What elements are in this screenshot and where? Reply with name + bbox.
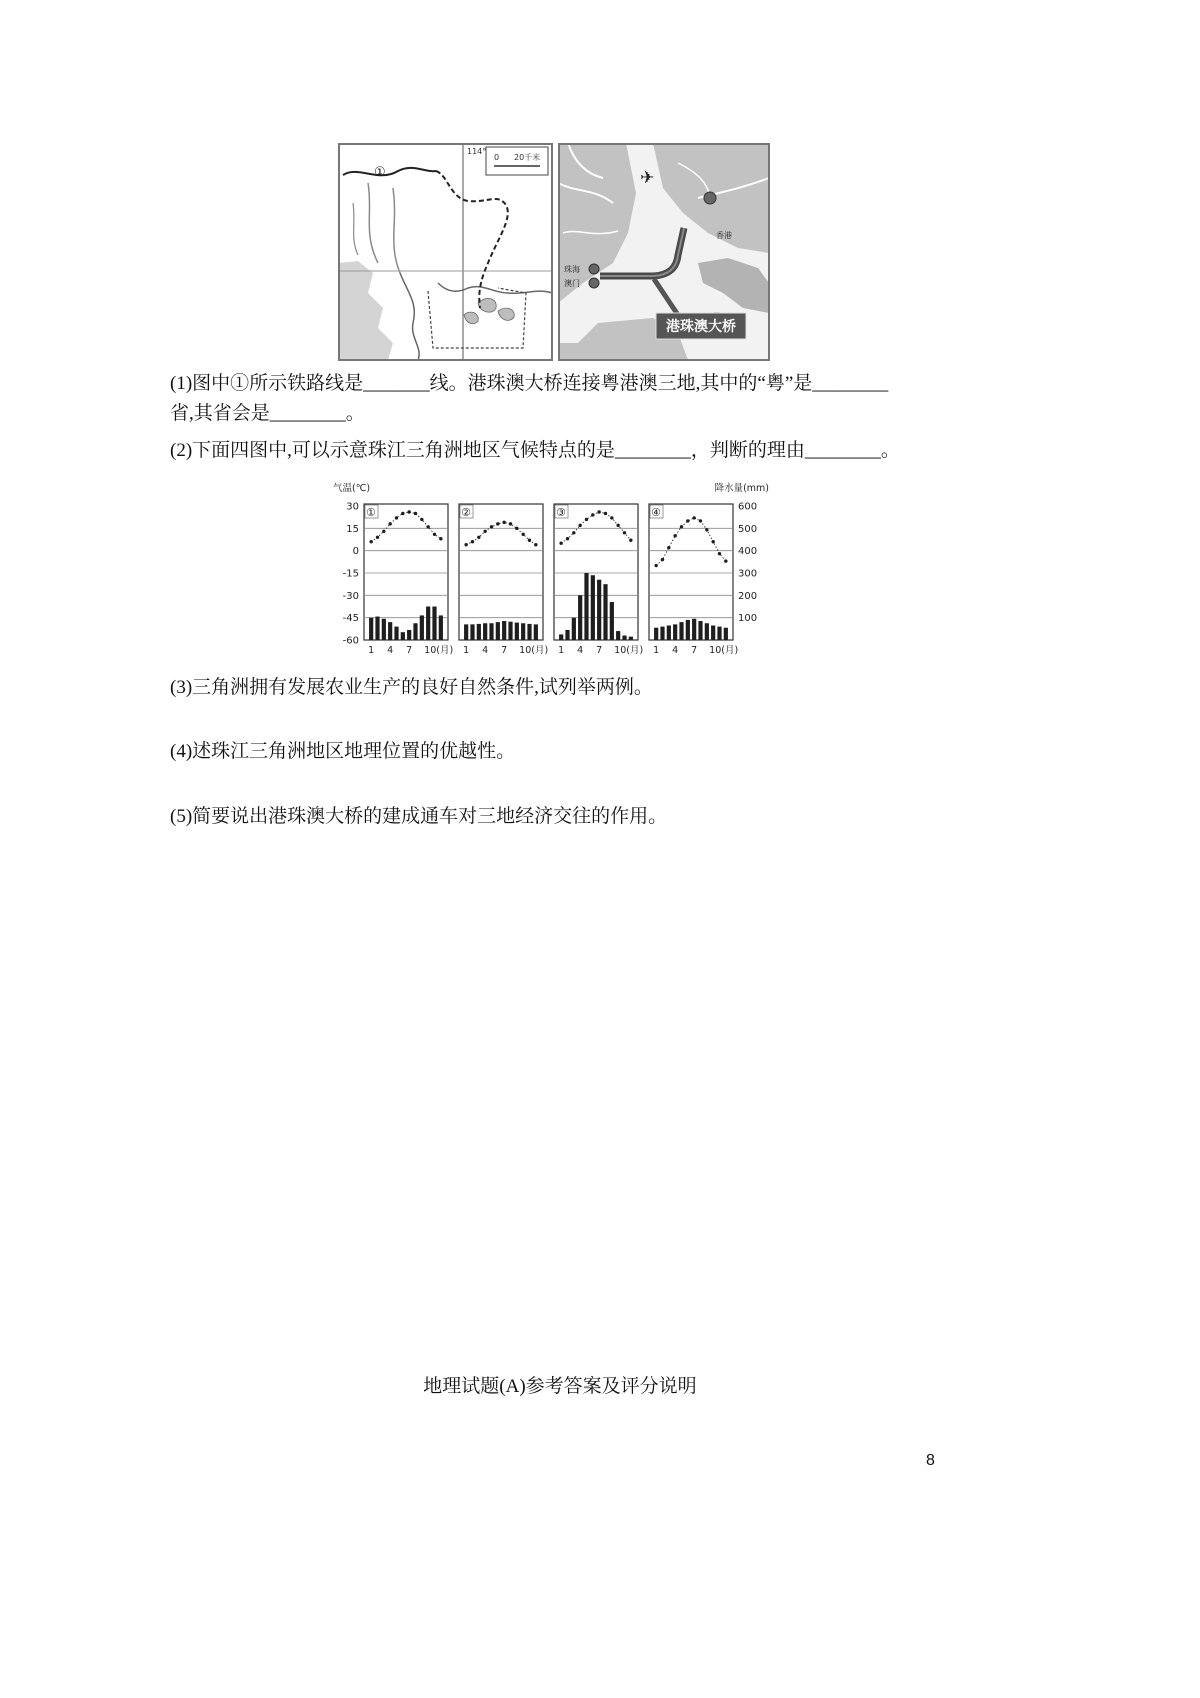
temperature-point bbox=[477, 536, 480, 539]
precipitation-bar bbox=[591, 575, 595, 640]
x-tick-label: 1 bbox=[463, 645, 470, 656]
left-axis-title: 气温(℃) bbox=[333, 483, 371, 494]
right-axis-title: 降水量(mm) bbox=[714, 483, 769, 494]
precipitation-bar bbox=[717, 627, 721, 640]
temperature-point bbox=[591, 513, 594, 516]
precipitation-bar bbox=[597, 580, 601, 640]
temperature-point bbox=[673, 534, 676, 537]
temperature-point bbox=[661, 558, 664, 561]
bridge-map-panel bbox=[558, 143, 769, 360]
temperature-point bbox=[401, 512, 404, 515]
temperature-point bbox=[509, 522, 512, 525]
x-tick-label: 7 bbox=[596, 645, 603, 656]
x-tick-label: 7 bbox=[691, 645, 698, 656]
precipitation-bar bbox=[527, 624, 531, 640]
question-5: (5)简要说出港珠澳大桥的建成通车对三地经济交往的作用。 bbox=[170, 806, 668, 827]
precipitation-bar bbox=[578, 595, 582, 640]
question-1-line-1: (1)图中①所示铁路线是_______线。港珠澳大桥连接粤港澳三地,其中的“粤”是________ bbox=[170, 373, 889, 394]
chart-panel-frame bbox=[554, 504, 638, 640]
question-1-line-2: 省,其省会是________。 bbox=[170, 403, 365, 424]
scale-distance-label: 20千米 bbox=[514, 153, 541, 162]
precipitation-bar bbox=[489, 623, 493, 640]
macau-label: 澳门 bbox=[564, 279, 580, 288]
precipitation-bar bbox=[401, 632, 405, 640]
right-tick-label: 500 bbox=[738, 523, 758, 535]
city-marker bbox=[704, 192, 716, 204]
precipitation-bar bbox=[660, 627, 664, 640]
precipitation-bar bbox=[407, 630, 411, 640]
temperature-point bbox=[711, 540, 714, 543]
temperature-point bbox=[376, 536, 379, 539]
panel-label: ③ bbox=[556, 506, 566, 519]
precipitation-bar bbox=[584, 573, 588, 640]
temperature-point bbox=[388, 522, 391, 525]
railway-number-label: ① bbox=[374, 165, 386, 180]
precipitation-bar bbox=[426, 607, 430, 641]
x-tick-label: 4 bbox=[482, 645, 489, 656]
temperature-point bbox=[667, 546, 670, 549]
temperature-point bbox=[572, 531, 575, 534]
zhuhai-marker bbox=[589, 264, 599, 274]
temperature-point bbox=[559, 542, 562, 545]
temperature-point bbox=[724, 559, 727, 562]
macau-marker bbox=[589, 278, 599, 288]
temperature-point bbox=[718, 552, 721, 555]
temperature-point bbox=[471, 540, 474, 543]
left-tick-label: -30 bbox=[342, 590, 359, 602]
left-tick-label: 30 bbox=[346, 501, 359, 513]
temperature-point bbox=[680, 525, 683, 528]
climate-charts bbox=[331, 478, 771, 662]
left-tick-label: 15 bbox=[346, 523, 359, 535]
precipitation-bar bbox=[413, 623, 417, 640]
pearl-river-delta-map bbox=[338, 143, 770, 361]
x-tick-label: 1 bbox=[558, 645, 565, 656]
precipitation-bar bbox=[654, 628, 658, 640]
temperature-point bbox=[515, 527, 518, 530]
precipitation-bar bbox=[572, 618, 576, 640]
precipitation-bar bbox=[521, 623, 525, 640]
x-tick-label: 4 bbox=[387, 645, 394, 656]
precipitation-bar bbox=[388, 622, 392, 640]
temperature-point bbox=[490, 525, 493, 528]
airport-icon: ✈ bbox=[640, 168, 655, 188]
temperature-point bbox=[420, 518, 423, 521]
temperature-point bbox=[610, 516, 613, 519]
temperature-point bbox=[528, 539, 531, 542]
precipitation-bar bbox=[711, 625, 715, 640]
temperature-point bbox=[585, 518, 588, 521]
scale-zero-label: 0 bbox=[494, 153, 500, 162]
temperature-point bbox=[521, 533, 524, 536]
temperature-point bbox=[382, 530, 385, 533]
hongkong-label: 香港 bbox=[716, 231, 732, 240]
precipitation-bar bbox=[603, 584, 607, 640]
precipitation-bar bbox=[724, 628, 728, 640]
temperature-point bbox=[433, 533, 436, 536]
x-tick-label: 7 bbox=[501, 645, 508, 656]
temperature-point bbox=[654, 564, 657, 567]
temperature-point bbox=[566, 537, 569, 540]
x-tick-label: 1 bbox=[368, 645, 375, 656]
precipitation-bar bbox=[705, 623, 709, 640]
bridge-label: 港珠澳大桥 bbox=[666, 319, 736, 335]
precipitation-bar bbox=[692, 619, 696, 640]
precipitation-bar bbox=[515, 623, 519, 640]
x-tick-label: 1 bbox=[653, 645, 660, 656]
temperature-point bbox=[439, 537, 442, 540]
temperature-point bbox=[369, 540, 372, 543]
temperature-point bbox=[623, 531, 626, 534]
precipitation-bar bbox=[439, 615, 443, 640]
precipitation-bar bbox=[673, 624, 677, 640]
meridian-label: 114° bbox=[467, 147, 487, 156]
precipitation-bar bbox=[679, 622, 683, 640]
temperature-point bbox=[578, 524, 581, 527]
x-tick-label: 10(月) bbox=[519, 645, 549, 656]
question-2: (2)下面四图中,可以示意珠江三角洲地区气候特点的是________，判断的理由________。 bbox=[170, 440, 900, 461]
temperature-point bbox=[597, 510, 600, 513]
temperature-point bbox=[629, 539, 632, 542]
temperature-point bbox=[496, 522, 499, 525]
precipitation-bar bbox=[508, 622, 512, 640]
x-tick-label: 7 bbox=[406, 645, 413, 656]
panel-label: ④ bbox=[651, 506, 661, 519]
right-tick-label: 100 bbox=[738, 613, 758, 625]
precipitation-bar bbox=[559, 634, 563, 640]
precipitation-bar bbox=[432, 607, 436, 641]
precipitation-bar bbox=[382, 619, 386, 640]
zhuhai-label: 珠海 bbox=[564, 265, 580, 274]
precipitation-bar bbox=[629, 637, 633, 640]
temperature-point bbox=[407, 510, 410, 513]
precipitation-bar bbox=[420, 615, 424, 640]
temperature-point bbox=[414, 512, 417, 515]
temperature-point bbox=[483, 530, 486, 533]
precipitation-bar bbox=[686, 620, 690, 640]
temperature-point bbox=[426, 525, 429, 528]
temperature-point bbox=[395, 516, 398, 519]
precipitation-bar bbox=[698, 621, 702, 640]
precipitation-bar bbox=[369, 618, 373, 640]
x-tick-label: 4 bbox=[672, 645, 679, 656]
temperature-point bbox=[604, 512, 607, 515]
precipitation-bar bbox=[477, 624, 481, 640]
precipitation-bar bbox=[616, 631, 620, 640]
precipitation-bar bbox=[610, 602, 614, 640]
railway-map-panel bbox=[338, 143, 552, 360]
answer-key-title: 地理试题(A)参考答案及评分说明 bbox=[423, 1376, 697, 1397]
precipitation-bar bbox=[534, 624, 538, 640]
x-tick-label: 10(月) bbox=[424, 645, 454, 656]
left-tick-label: -45 bbox=[342, 613, 359, 625]
precipitation-bar bbox=[502, 621, 506, 640]
x-tick-label: 4 bbox=[577, 645, 584, 656]
panel-label: ① bbox=[366, 506, 376, 519]
x-tick-label: 10(月) bbox=[614, 645, 644, 656]
temperature-point bbox=[705, 528, 708, 531]
precipitation-bar bbox=[375, 617, 379, 640]
precipitation-bar bbox=[483, 623, 487, 640]
temperature-point bbox=[692, 516, 695, 519]
precipitation-bar bbox=[394, 627, 398, 640]
question-3: (3)三角洲拥有发展农业生产的良好自然条件,试列举两例。 bbox=[170, 677, 653, 698]
question-4: (4)述珠江三角洲地区地理位置的优越性。 bbox=[170, 741, 516, 762]
temperature-point bbox=[502, 521, 505, 524]
right-tick-label: 400 bbox=[738, 546, 758, 558]
left-tick-label: -15 bbox=[342, 568, 359, 580]
temperature-point bbox=[699, 519, 702, 522]
right-tick-label: 600 bbox=[738, 501, 758, 513]
left-tick-label: -60 bbox=[342, 635, 359, 647]
temperature-point bbox=[686, 519, 689, 522]
right-tick-label: 300 bbox=[738, 568, 758, 580]
temperature-point bbox=[616, 524, 619, 527]
temperature-point bbox=[464, 543, 467, 546]
chart-panel-frame bbox=[459, 504, 543, 640]
chart-panel-frame bbox=[649, 504, 733, 640]
left-tick-label: 0 bbox=[352, 546, 359, 558]
x-tick-label: 10(月) bbox=[709, 645, 739, 656]
precipitation-bar bbox=[470, 624, 474, 640]
precipitation-bar bbox=[622, 636, 626, 640]
precipitation-bar bbox=[496, 622, 500, 640]
precipitation-bar bbox=[565, 630, 569, 640]
panel-label: ② bbox=[461, 506, 471, 519]
temperature-point bbox=[534, 543, 537, 546]
right-tick-label: 200 bbox=[738, 590, 758, 602]
precipitation-bar bbox=[464, 624, 468, 640]
precipitation-bar bbox=[667, 625, 671, 640]
page-number: 8 bbox=[926, 1452, 935, 1469]
